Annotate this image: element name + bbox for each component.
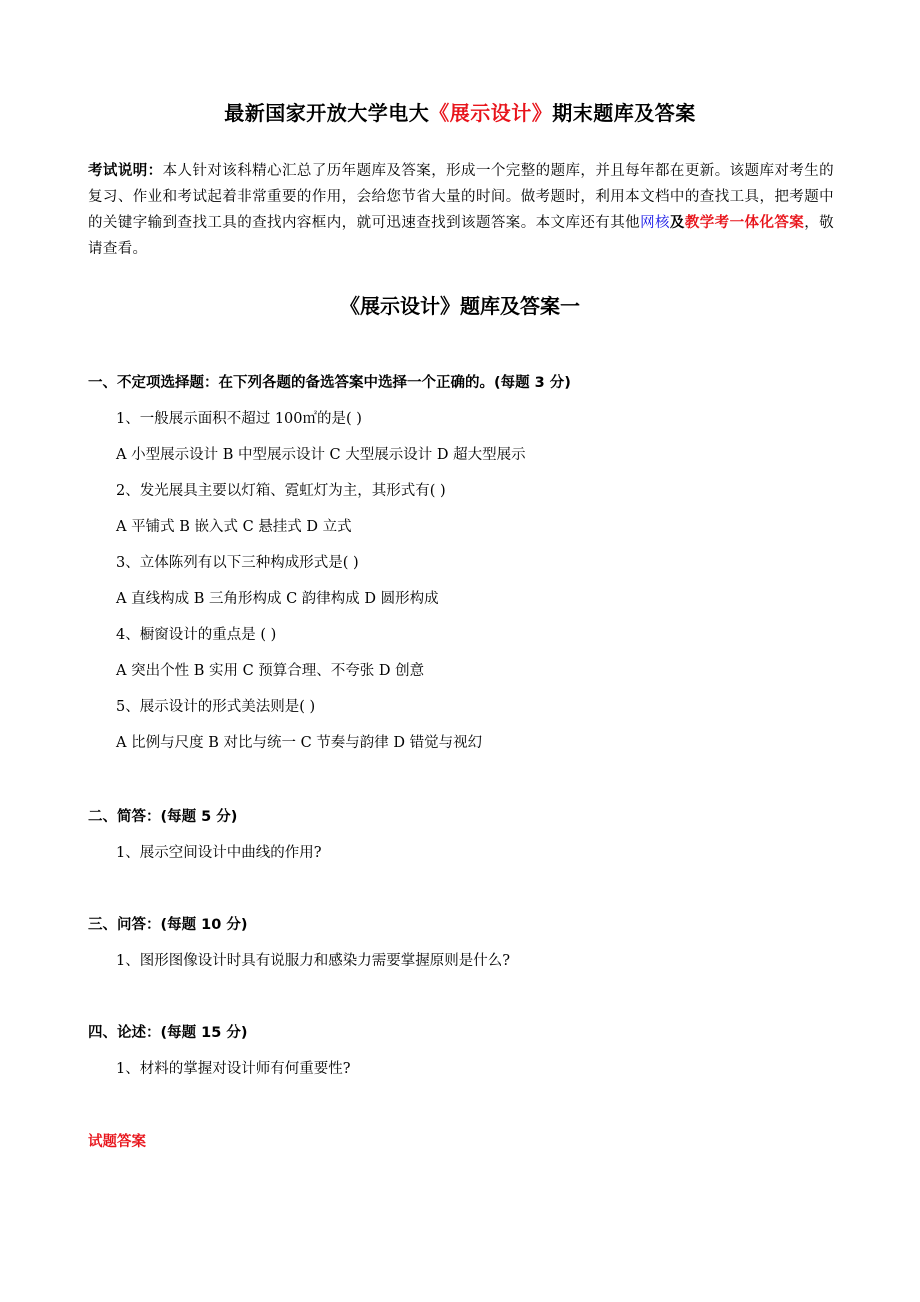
question-line: 1、一般展示面积不超过 100㎡的是( ) bbox=[116, 411, 362, 427]
instructions-tail: ，敬请查看。 bbox=[88, 215, 834, 257]
question-line: 2、发光展具主要以灯箱、霓虹灯为主，其形式有( ) bbox=[116, 483, 446, 499]
options-line: A 突出个性 B 实用 C 预算合理、不夸张 D 创意 bbox=[116, 663, 425, 679]
section-4-heading: 四、论述：(每题 15 分) bbox=[88, 1025, 248, 1041]
integrated-answers-link[interactable]: 教学考一体化答案 bbox=[684, 215, 805, 231]
section-2-heading: 二、简答：(每题 5 分) bbox=[88, 809, 238, 825]
title-course-name: 《展示设计》 bbox=[429, 101, 553, 125]
question-line: 1、材料的掌握对设计师有何重要性? bbox=[116, 1061, 351, 1077]
options-line: A 直线构成 B 三角形构成 C 韵律构成 D 圆形构成 bbox=[116, 591, 439, 607]
instructions-text: 本人针对该科精心汇总了历年题库及答案，形成一个完整的题库，并且每年都在更新。该题库对考生的复习、作业和考试起着非常重要的作用，会给您节省大量的时间。做考题时，利用本文档中的查找工具，把考题中的关键字输到查找工具的查找内容框内，就可迅速查找到该题答案。本文库还有其他 bbox=[88, 163, 834, 231]
answers-heading: 试题答案 bbox=[88, 1134, 146, 1150]
question-bank-title: 《展示设计》题库及答案一 bbox=[340, 294, 580, 318]
question-line: 3、立体陈列有以下三种构成形式是( ) bbox=[116, 555, 359, 571]
question-line: 4、橱窗设计的重点是 ( ) bbox=[116, 627, 277, 643]
section-1-heading: 一、不定项选择题：在下列各题的备选答案中选择一个正确的。(每题 3 分) bbox=[88, 375, 571, 391]
section-3-heading: 三、问答：(每题 10 分) bbox=[88, 917, 248, 933]
exam-instructions bbox=[88, 158, 834, 262]
options-line: A 平铺式 B 嵌入式 C 悬挂式 D 立式 bbox=[116, 519, 352, 535]
title-prefix: 最新国家开放大学电大 bbox=[224, 101, 430, 125]
instructions-and: 及 bbox=[669, 215, 685, 231]
instructions-label: 考试说明： bbox=[88, 163, 163, 179]
wanghe-link[interactable]: 网核 bbox=[640, 215, 670, 231]
title-suffix: 期末题库及答案 bbox=[552, 101, 696, 125]
options-line: A 小型展示设计 B 中型展示设计 C 大型展示设计 D 超大型展示 bbox=[116, 447, 526, 463]
options-line: A 比例与尺度 B 对比与统一 C 节奏与韵律 D 错觉与视幻 bbox=[116, 735, 483, 751]
question-line: 1、展示空间设计中曲线的作用? bbox=[116, 845, 322, 861]
document-title bbox=[0, 98, 920, 128]
question-line: 5、展示设计的形式美法则是( ) bbox=[116, 699, 316, 715]
question-line: 1、图形图像设计时具有说服力和感染力需要掌握原则是什么? bbox=[116, 953, 510, 969]
